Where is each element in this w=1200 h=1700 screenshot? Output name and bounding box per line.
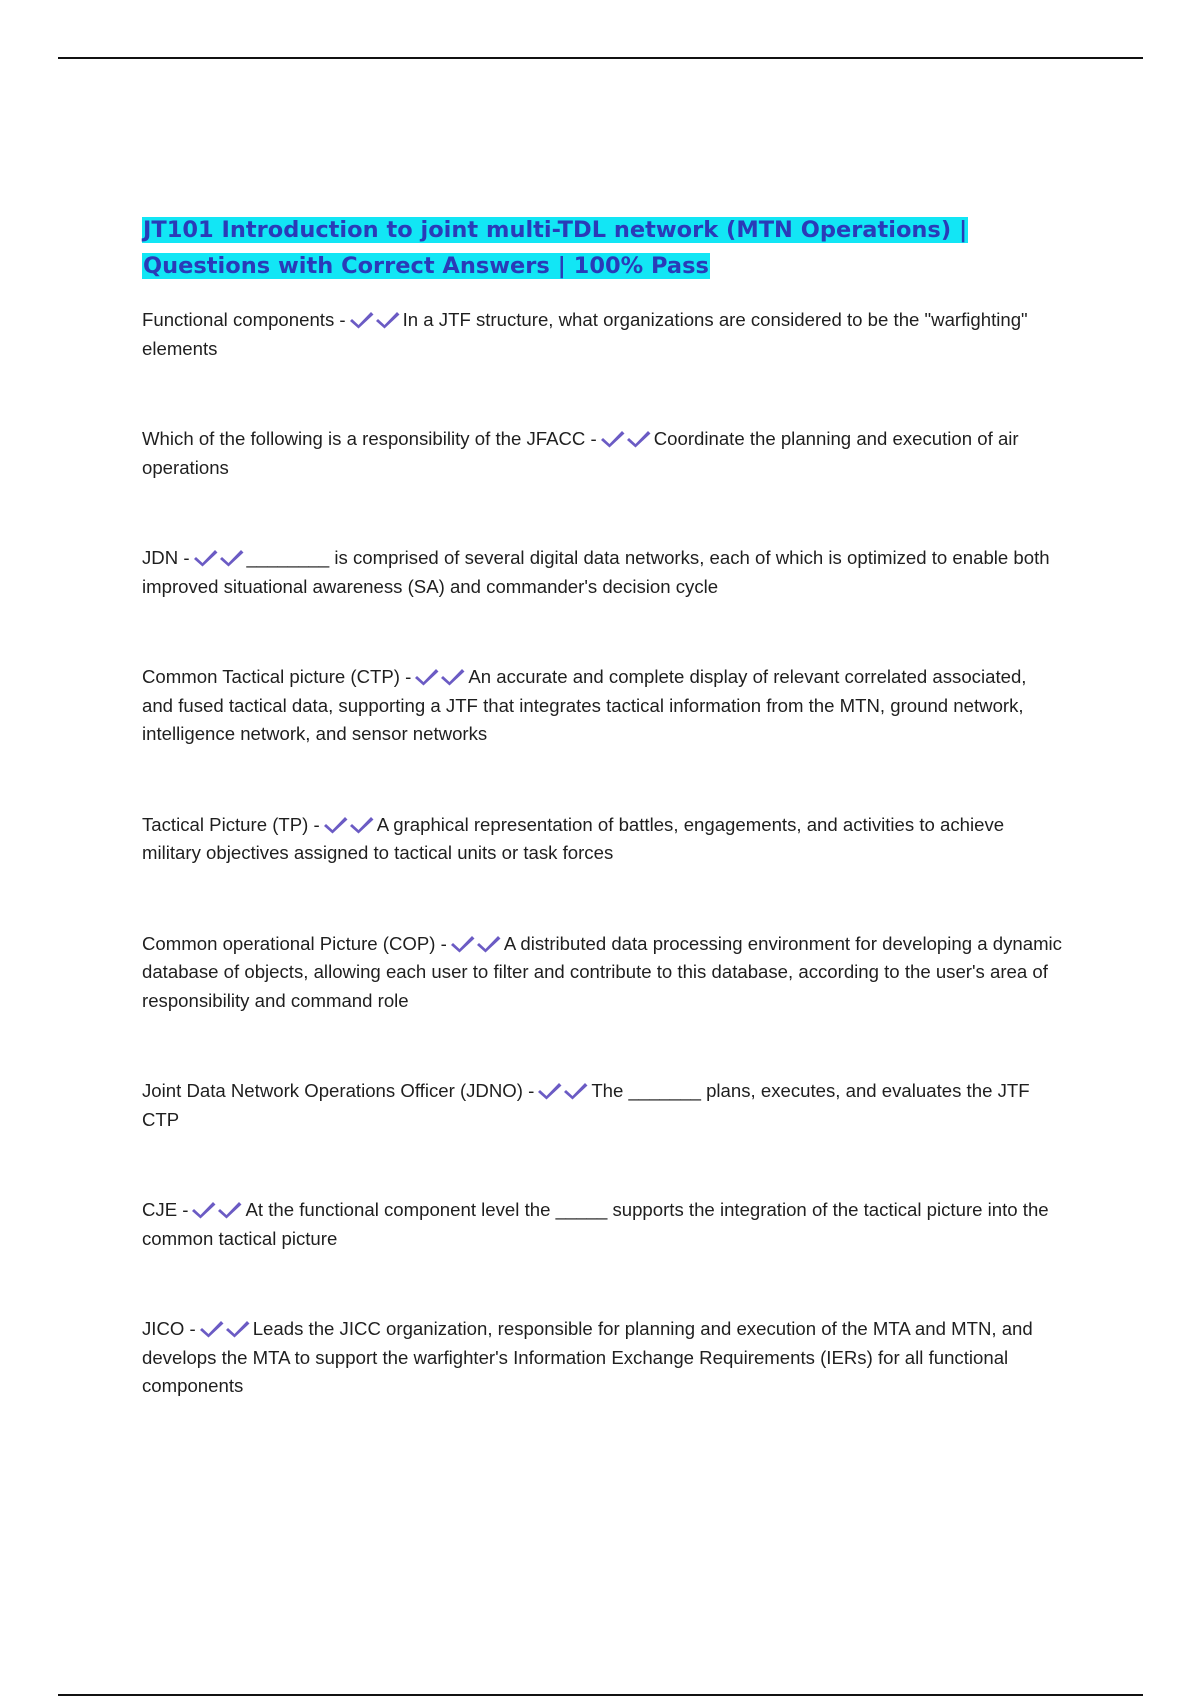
footer-rule	[58, 1694, 1143, 1696]
double-checkmark-icon	[451, 933, 501, 953]
title-highlight: JT101 Introduction to joint multi-TDL network (MTN Operations) | Questions with Correct Answers | 100% Pass	[143, 217, 968, 279]
qa-term: Common Tactical picture (CTP) -	[142, 666, 412, 687]
header-rule	[58, 57, 1143, 59]
qa-answer: An accurate and complete display of relevant correlated associated, and fused tactical data, supporting a JTF that integrates tactical information from the MTN, ground network, intelligence network, and sensor networks	[142, 666, 1027, 744]
qa-term: Common operational Picture (COP) -	[142, 932, 447, 954]
qa-entry	[142, 811, 1062, 868]
qa-term: Functional components -	[142, 309, 346, 330]
qa-term: Joint Data Network Operations Officer (JDNO) -	[142, 1080, 535, 1101]
double-checkmark-icon	[192, 1199, 242, 1219]
qa-answer: Coordinate the planning and execution of air operations	[142, 428, 1019, 478]
qa-answer: A graphical representation of battles, engagements, and activities to achieve military objectives assigned to tactical units or task forces	[142, 813, 1005, 863]
qa-entry	[142, 306, 1062, 363]
qa-answer: A distributed data processing environment for developing a dynamic database of objects, allowing each user to filter and contribute to this database, according to the user's area of responsibility and command role	[142, 932, 1062, 1011]
double-checkmark-icon	[324, 814, 374, 834]
qa-term: Tactical Picture (TP) -	[142, 813, 320, 835]
qa-entry	[142, 425, 1062, 482]
qa-entry	[142, 544, 1062, 601]
qa-entry	[142, 663, 1062, 749]
qa-entry	[142, 1077, 1062, 1134]
qa-term: JICO -	[142, 1318, 196, 1339]
qa-term: JDN -	[142, 547, 190, 568]
double-checkmark-icon	[538, 1080, 588, 1100]
qa-entry	[142, 1196, 1062, 1253]
qa-list	[142, 306, 1062, 1401]
document-title	[142, 212, 1062, 284]
qa-answer: At the functional component level the _____ supports the integration of the tactical picture into the common tactical picture	[142, 1199, 1049, 1249]
double-checkmark-icon	[350, 309, 400, 329]
document-page	[142, 212, 1062, 1463]
qa-term: Which of the following is a responsibility of the JFACC -	[142, 428, 597, 449]
double-checkmark-icon	[194, 547, 244, 567]
qa-answer: ________ is comprised of several digital data networks, each of which is optimized to enable both improved situational awareness (SA) and commander's decision cycle	[142, 547, 1050, 597]
qa-answer: In a JTF structure, what organizations are considered to be the "warfighting" elements	[142, 309, 1028, 359]
qa-entry	[142, 930, 1062, 1016]
double-checkmark-icon	[601, 428, 651, 448]
qa-answer: Leads the JICC organization, responsible for planning and execution of the MTA and MTN, and develops the MTA to support the warfighter's Information Exchange Requirements (IERs) for all functional components	[142, 1318, 1033, 1396]
double-checkmark-icon	[415, 666, 465, 686]
qa-term: CJE -	[142, 1199, 189, 1220]
double-checkmark-icon	[200, 1318, 250, 1338]
qa-answer: The _______ plans, executes, and evaluates the JTF CTP	[142, 1080, 1030, 1130]
qa-entry	[142, 1315, 1062, 1401]
